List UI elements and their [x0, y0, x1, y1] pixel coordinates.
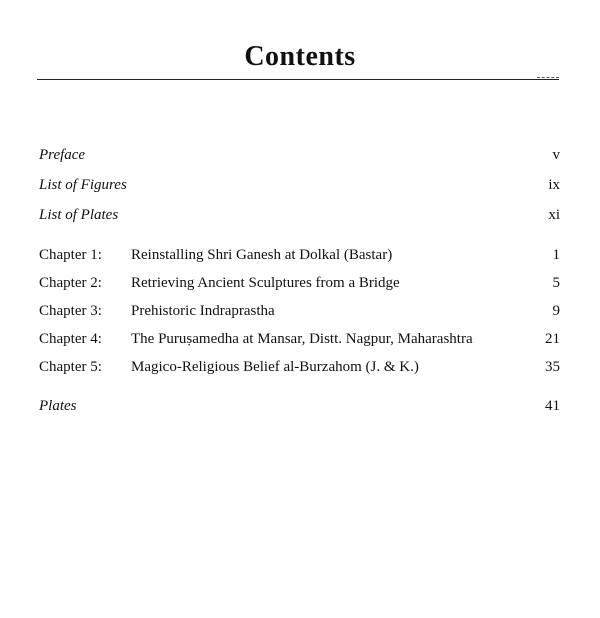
toc-entry-page: ix [548, 177, 560, 193]
title-rule-tail [537, 77, 559, 78]
chapter-title: Prehistoric Indraprastha [131, 303, 275, 319]
page-title: Contents [244, 41, 356, 72]
toc-entry-chapter-5 [39, 356, 560, 378]
chapter-label: Chapter 2: [39, 275, 102, 291]
toc-entry-page: 41 [545, 398, 560, 414]
toc-entry-chapter-4 [39, 328, 560, 350]
toc-entry-label: List of Plates [39, 207, 119, 223]
toc-entry-page: 35 [545, 359, 560, 375]
chapter-label: Chapter 1: [39, 247, 102, 263]
chapter-title: Retrieving Ancient Sculptures from a Bridge [131, 275, 400, 291]
toc-entry-list-of-figures [39, 174, 560, 196]
toc-entry-plates [39, 395, 560, 417]
chapter-title: Magico-Religious Belief al-Burzahom (J. & K.) [131, 359, 419, 375]
toc-entry-page: xi [548, 207, 560, 223]
toc-entry-list-of-plates [39, 204, 560, 226]
toc-entry-page: 21 [545, 331, 560, 347]
toc-entry-label: Preface [39, 147, 86, 163]
toc-entry-preface [39, 144, 560, 166]
toc-entry-chapter-2 [39, 272, 560, 294]
chapter-label: Chapter 4: [39, 331, 102, 347]
title-rule [37, 79, 559, 80]
toc-entry-label: Plates [39, 398, 77, 414]
toc-entry-page: 1 [552, 247, 560, 263]
toc-entry-chapter-3 [39, 300, 560, 322]
chapter-label: Chapter 3: [39, 303, 102, 319]
chapter-title: Reinstalling Shri Ganesh at Dolkal (Bastar) [131, 247, 393, 263]
toc-entry-page: 5 [552, 275, 560, 291]
toc-entry-page: v [552, 147, 560, 163]
toc-entry-page: 9 [552, 303, 560, 319]
toc-entry-chapter-1 [39, 244, 560, 266]
chapter-title: The Puruṣamedha at Mansar, Distt. Nagpur, Maharashtra [131, 331, 473, 347]
toc-entry-label: List of Figures [39, 177, 127, 193]
chapter-label: Chapter 5: [39, 359, 102, 375]
